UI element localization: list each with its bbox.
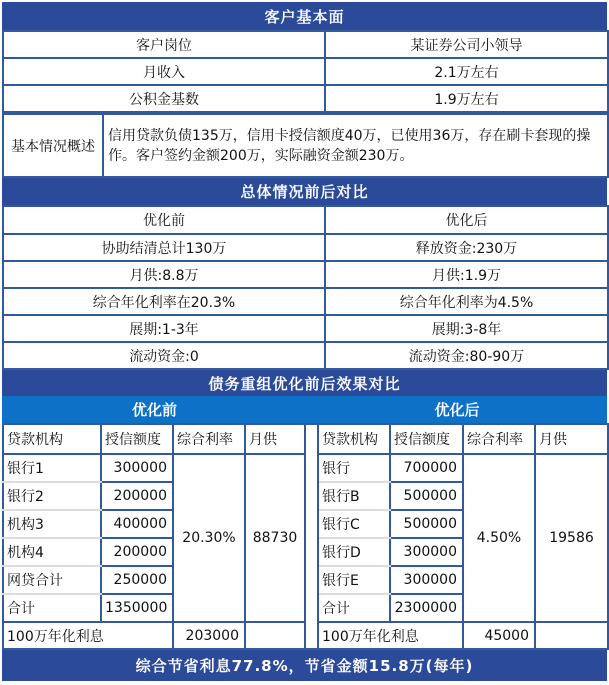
overview-text: 信用贷款负债135万，信用卡授信额度40万，已使用36万，存在刷卡套现的操作。客户签约金额200万，实际融资金额230万。 — [103, 114, 608, 177]
lender-name: 银行E — [318, 566, 390, 594]
after-value: 综合年化利率为4.5% — [325, 288, 608, 315]
credit-amount: 400000 — [101, 510, 173, 538]
table-row — [3, 114, 608, 177]
credit-amount: 250000 — [101, 566, 173, 594]
col-header-rate: 综合利率 — [463, 424, 535, 454]
table-row — [3, 342, 608, 369]
col-header-before: 优化前 — [3, 206, 325, 234]
interest-value-after: 45000 — [463, 622, 535, 649]
col-header-after: 优化后 — [325, 206, 608, 234]
table-gap-column — [305, 424, 318, 649]
credit-amount: 300000 — [390, 538, 463, 566]
subheader-before: 优化前 — [131, 401, 177, 419]
lender-name: 机构3 — [3, 510, 101, 538]
col-header-org: 贷款机构 — [3, 424, 101, 454]
table-row — [3, 31, 608, 58]
row-label: 客户岗位 — [3, 31, 325, 58]
interest-value-before: 203000 — [173, 622, 245, 649]
row-value: 2.1万左右 — [325, 58, 608, 85]
interest-label: 100万年化利息 — [3, 622, 173, 649]
overview-label: 基本情况概述 — [3, 114, 103, 177]
lender-name: 机构4 — [3, 538, 101, 566]
section-title: 客户基本面 — [264, 7, 345, 26]
credit-amount: 300000 — [390, 566, 463, 594]
monthly-payment-before: 88730 — [245, 454, 305, 622]
col-header-payment: 月供 — [245, 424, 305, 454]
table-row — [3, 85, 608, 112]
lender-name: 银行 — [318, 454, 390, 482]
credit-amount: 500000 — [390, 510, 463, 538]
overall-comparison-table — [2, 205, 609, 370]
total-label: 合计 — [3, 594, 101, 622]
lender-name: 银行1 — [3, 454, 101, 482]
row-value: 1.9万左右 — [325, 85, 608, 112]
col-header-payment: 月供 — [535, 424, 608, 454]
section-title: 债务重组优化前后效果对比 — [208, 374, 401, 393]
total-amount: 2300000 — [390, 594, 463, 622]
table-row — [3, 261, 608, 288]
before-value: 流动资金:0 — [3, 342, 325, 369]
table-row — [3, 315, 608, 342]
col-header-rate: 综合利率 — [173, 424, 245, 454]
debt-restructuring-report — [2, 2, 607, 681]
credit-amount: 500000 — [390, 482, 463, 510]
credit-amount: 300000 — [101, 454, 173, 482]
after-value: 月供:1.9万 — [325, 261, 608, 288]
combined-rate-after: 4.50% — [463, 454, 535, 622]
credit-amount: 200000 — [101, 538, 173, 566]
monthly-payment-after: 19586 — [535, 454, 608, 622]
credit-amount: 200000 — [101, 482, 173, 510]
debt-subheader — [2, 396, 607, 423]
before-value: 展期:1-3年 — [3, 315, 325, 342]
lender-name: 银行C — [318, 510, 390, 538]
savings-summary-text: 综合节省利息77.8%，节省金额15.8万(每年) — [135, 657, 474, 675]
col-header-credit: 授信额度 — [390, 424, 463, 454]
basic-info-table — [2, 30, 609, 113]
total-label: 合计 — [318, 594, 390, 622]
subheader-after: 优化后 — [434, 401, 480, 419]
table-row — [3, 288, 608, 315]
total-amount: 1350000 — [101, 594, 173, 622]
after-value: 流动资金:80-90万 — [325, 342, 608, 369]
row-label: 月收入 — [3, 58, 325, 85]
lender-name: 银行D — [318, 538, 390, 566]
section-header-basic-info — [2, 2, 607, 30]
interest-label: 100万年化利息 — [318, 622, 463, 649]
lender-name: 银行2 — [3, 482, 101, 510]
credit-amount: 700000 — [390, 454, 463, 482]
empty-cell — [245, 622, 305, 649]
combined-rate-before: 20.30% — [173, 454, 245, 622]
before-value: 协助结清总计130万 — [3, 234, 325, 261]
debt-header-row — [3, 424, 608, 454]
before-value: 月供:8.8万 — [3, 261, 325, 288]
table-row — [3, 234, 608, 261]
table-row — [3, 58, 608, 85]
savings-summary-bar — [2, 650, 607, 681]
after-value: 释放资金:230万 — [325, 234, 608, 261]
col-header-org: 贷款机构 — [318, 424, 390, 454]
section-header-debt-comparison — [2, 370, 607, 396]
col-header-credit: 授信额度 — [101, 424, 173, 454]
empty-cell — [535, 622, 608, 649]
row-label: 公积金基数 — [3, 85, 325, 112]
debt-comparison-table — [2, 423, 609, 650]
overview-table — [2, 113, 609, 178]
table-row — [3, 206, 608, 234]
before-value: 综合年化利率在20.3% — [3, 288, 325, 315]
lender-name: 银行B — [318, 482, 390, 510]
section-header-overall-comparison — [2, 178, 607, 205]
row-value: 某证券公司小领导 — [325, 31, 608, 58]
lender-name: 网贷合计 — [3, 566, 101, 594]
section-title: 总体情况前后对比 — [240, 183, 369, 201]
after-value: 展期:3-8年 — [325, 315, 608, 342]
